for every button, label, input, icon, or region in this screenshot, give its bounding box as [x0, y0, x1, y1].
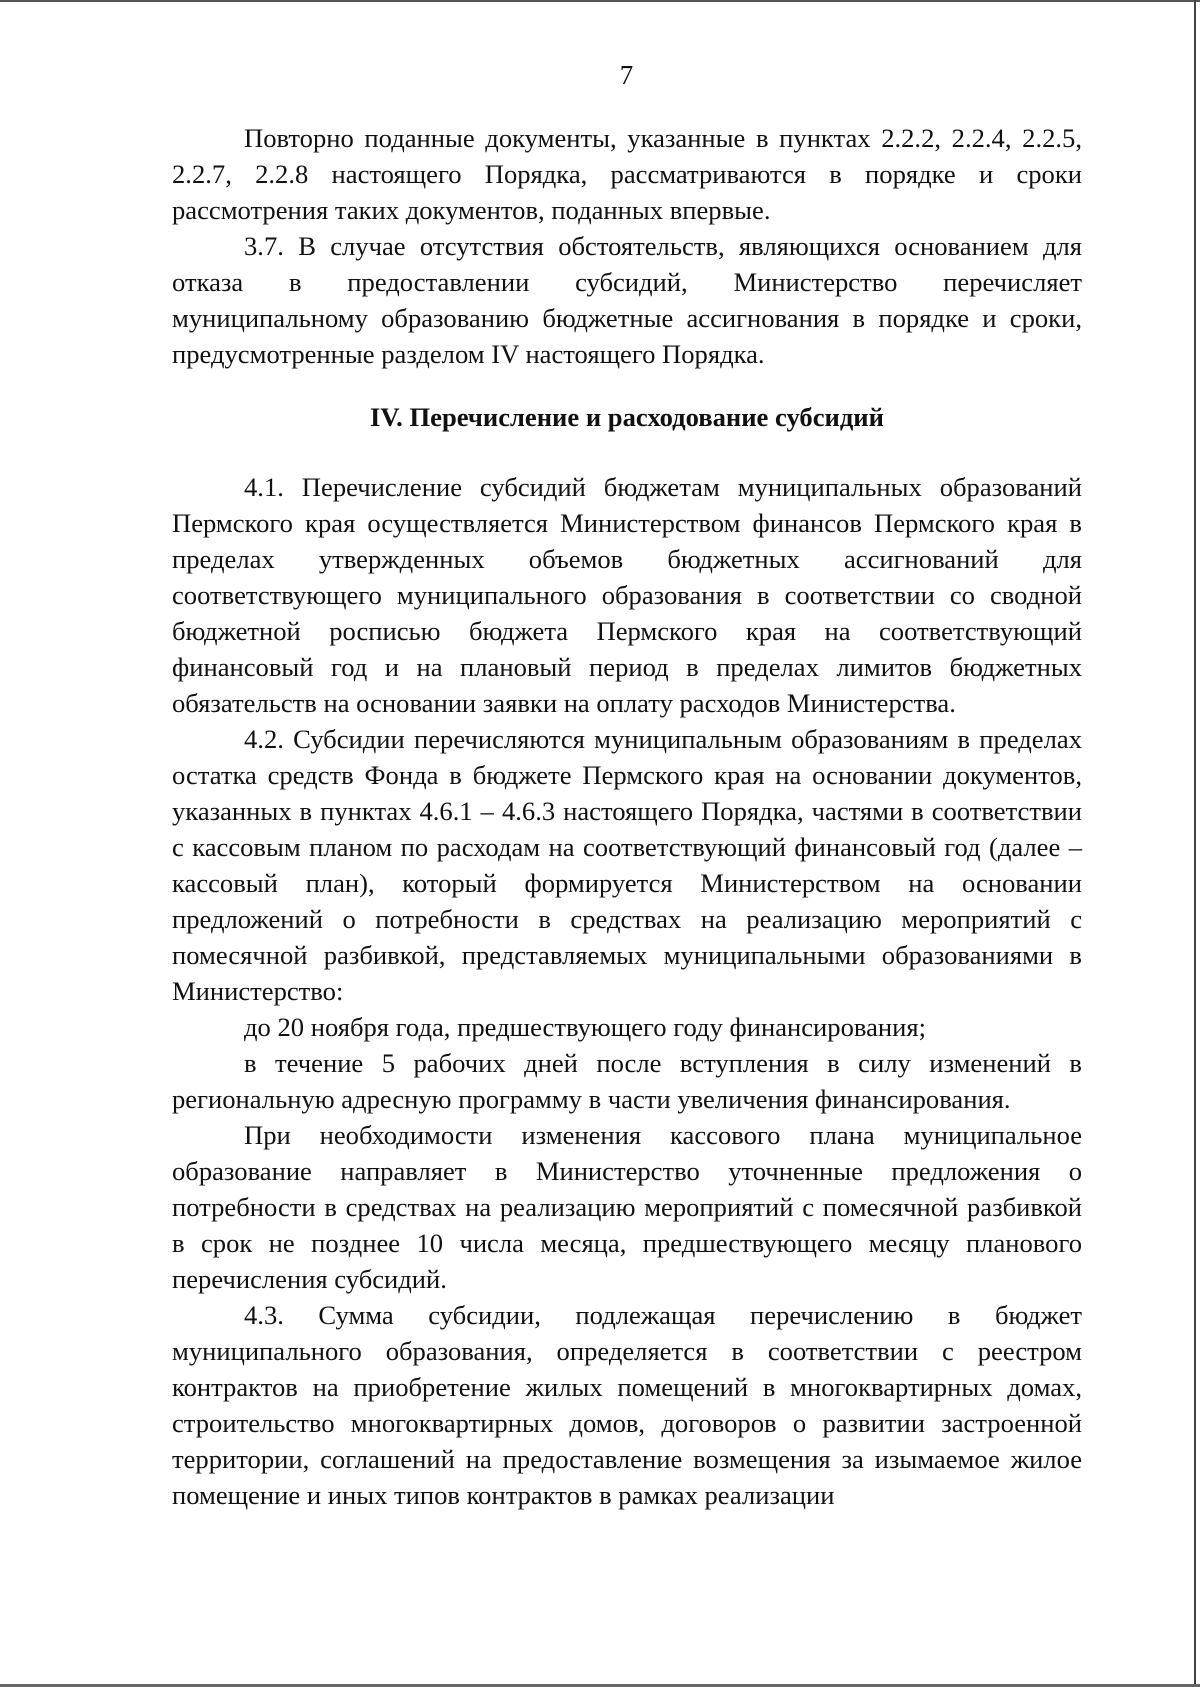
paragraph-cash-plan-change: При необходимости изменения кассового плана муниципальное образование направляет в Министерство уточненные предложения о потребности в средствах на реализацию мероприятий с помесячной разбивкой в срок не позднее 10 числа месяца, предшествующего месяцу планового перечисления субсидий. — [172, 1120, 1082, 1294]
paragraph-deadline-november: до 20 ноября года, предшествующего году финансирования; — [244, 1012, 926, 1042]
section-heading: IV. Перечисление и расходование субсидий — [370, 402, 884, 432]
page-number: 7 — [619, 60, 634, 90]
scan-edge-right — [1194, 0, 1196, 1687]
paragraph-3-7: 3.7. В случае отсутствия обстоятельств, являющихся основанием для отказа в предоставлении субсидий, Министерство перечисляет муниципальному образованию бюджетные ассигнования в порядке и сроки, предусмотренные разделом IV настоящего Порядка. — [172, 231, 1082, 369]
paragraph-4-1: 4.1. Перечисление субсидий бюджетам муниципальных образований Пермского края осуществляется Министерством финансов Пермского края в пределах утвержденных объемов бюджетных ассигнований для соответствующего муниципального образования в соответствии со сводной бюджетной росписью бюджета Пермского края на соответствующий финансовый год и на плановый период в пределах лимитов бюджетных обязательств на основании заявки на оплату расходов Министерства. — [172, 472, 1082, 718]
paragraph-resubmitted-documents: Повторно поданные документы, указанные в пунктах 2.2.2, 2.2.4, 2.2.5, 2.2.7, 2.2.8 настоящего Порядка, рассматриваются в порядке и сроки рассмотрения таких документов, поданных впервые. — [172, 123, 1082, 225]
paragraph-4-2: 4.2. Субсидии перечисляются муниципальным образованиям в пределах остатка средств Фонда в бюджете Пермского края на основании документов, указанных в пунктах 4.6.1 – 4.6.3 настоящего Порядка, частями в соответствии с кассовым планом по расходам на соответствующий финансовый год (далее – кассовый план), который формируется Министерством на основании предложений о потребности в средствах на реализацию мероприятий с помесячной разбивкой, представляемых муниципальными образованиями в Министерство: — [172, 724, 1082, 1006]
document-body — [172, 120, 1082, 1513]
paragraph-deadline-5-days: в течение 5 рабочих дней после вступления в силу изменений в региональную адресную программу в части увеличения финансирования. — [172, 1048, 1082, 1114]
scan-edge-top — [0, 0, 1200, 2]
paragraph-4-3: 4.3. Сумма субсидии, подлежащая перечислению в бюджет муниципального образования, определяется в соответствии с реестром контрактов на приобретение жилых помещений в многоквартирных домах, строительство многоквартирных домов, договоров о развитии застроенной территории, соглашений на предоставление возмещения за изымаемое жилое помещение и иных типов контрактов в рамках реализации — [172, 1300, 1082, 1510]
